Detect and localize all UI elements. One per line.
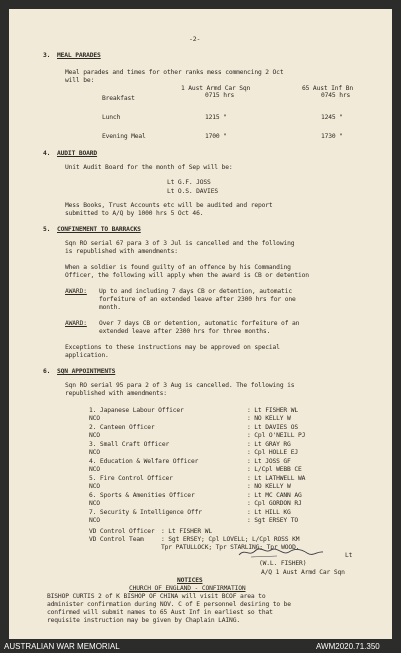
meal-evening-label: Evening Meal: [102, 133, 146, 140]
cb-para-line-1: Sqn RO serial 67 para 3 of 3 Jul is cancelled and the following: [65, 240, 295, 247]
appointment-role: 1. Japanese Labour Officer: [89, 407, 184, 414]
appointment-holder: : Lt FISHER WL: [247, 407, 298, 414]
audit-text-line-1: Mess Books, Trust Accounts etc will be audited and report: [65, 202, 273, 209]
appointment-holder: : Cpl HOLLE EJ: [247, 449, 298, 456]
appointment-holder: : Sgt ERSEY TO: [247, 517, 298, 524]
meal-breakfast-label: Breakfast: [102, 95, 135, 102]
cb-para-line-3: When a soldier is found guilty of an offence by his Commanding: [65, 264, 291, 271]
notice-line-3: confirmed will submit names to 65 Aust Inf in earliest so that: [47, 609, 273, 616]
meal-intro-line-1: Meal parades and times for other ranks mess commencing 2 Oct: [65, 69, 284, 76]
page-number: -2-: [189, 35, 201, 43]
section-3-heading: MEAL PARADES: [57, 52, 101, 59]
section-4-heading: AUDIT BOARD: [57, 150, 98, 157]
archive-reference: AWM2020.71.350: [316, 642, 380, 651]
appointment-role: NCO: [89, 432, 100, 439]
audit-text-line-2: submitted to A/Q by 1000 hrs 5 Oct 46.: [65, 210, 204, 217]
appointment-role: NCO: [89, 500, 100, 507]
award-2-line-2: extended leave after 2300 hrs for three months.: [99, 328, 271, 335]
appointment-holder: : Lt HILL KG: [247, 509, 291, 516]
appointment-role: NCO: [89, 483, 100, 490]
award-1-line-3: month.: [99, 304, 121, 311]
appointment-holder: : Lt DAVIES OS: [247, 424, 298, 431]
vd-team-value-line-2: Tpr PATULLOCK; Tpr STARLING; Tpr WOOD.: [161, 544, 300, 551]
award-1-line-2: forfeiture of an extended leave after 2300 hrs for one: [99, 296, 296, 303]
notices-subheading: CHURCH OF ENGLAND - CONFIRMATION: [129, 585, 246, 592]
meal-col1-header: 1 Aust Armd Car Sqn: [181, 85, 251, 92]
meal-lunch-bn: 1245 ": [321, 114, 343, 121]
meal-evening-bn: 1730 ": [321, 133, 343, 140]
signatory-rank: Lt: [345, 552, 353, 559]
section-6-heading: SQN APPOINTMENTS: [57, 368, 116, 375]
appointment-role: 6. Sports & Amenities Officer: [89, 492, 195, 499]
section-4-number: 4.: [43, 150, 51, 157]
award-1-line-1: Up to and including 7 days CB or detention, automatic: [99, 288, 292, 295]
handwritten-signature: [237, 546, 327, 558]
signatory-unit: A/Q 1 Aust Armd Car Sqn: [261, 569, 345, 576]
appointment-role: 3. Small Craft Officer: [89, 441, 170, 448]
notice-line-2: administer confirmation during NOV. C of E personnel desiring to be: [47, 601, 291, 608]
vd-team-value-line-1: : Sgt ERSEY; Cpl LOVELL; L/Cpl ROSS KM: [161, 536, 300, 543]
appointment-role: 2. Canteen Officer: [89, 424, 155, 431]
award-2-line-1: Over 7 days CB or detention, automatic forfeiture of an: [99, 320, 300, 327]
section-6-number: 6.: [43, 368, 51, 375]
appointment-holder: : Lt JOSS GF: [247, 458, 291, 465]
meal-lunch-sqn: 1215 ": [205, 114, 227, 121]
appointment-role: NCO: [89, 517, 100, 524]
signatory-name: (W.L. FISHER): [259, 560, 307, 567]
award-1-label: AWARD:: [65, 288, 87, 295]
appointment-holder: : Cpl O'NEILL PJ: [247, 432, 306, 439]
cb-para-line-2: is republished with amendments:: [65, 248, 178, 255]
appointment-holder: : NO KELLY W: [247, 483, 291, 490]
appointment-role: 5. Fire Control Officer: [89, 475, 173, 482]
appointment-holder: : Cpl GORDON RJ: [247, 500, 302, 507]
exceptions-line-1: Exceptions to these instructions may be approved on special: [65, 344, 280, 351]
award-2-label: AWARD:: [65, 320, 87, 327]
appointment-holder: : Lt GRAY RG: [247, 441, 291, 448]
appointment-role: NCO: [89, 415, 100, 422]
archive-footer: [0, 641, 401, 653]
meal-evening-sqn: 1700 ": [205, 133, 227, 140]
appointment-role: 4. Education & Welfare Officer: [89, 458, 199, 465]
audit-member-1: Lt G.F. JOSS: [167, 179, 211, 186]
notices-heading: NOTICES: [177, 577, 203, 584]
vd-officer-value: : Lt FISHER WL: [161, 528, 212, 535]
notice-line-4: requisite instruction may be given by Chaplain LAING.: [47, 617, 240, 624]
notice-line-1: BISHOP CURTIS 2 of K BISHOP OF CHINA will visit BCOF area to: [47, 593, 266, 600]
appt-para-line-1: Sqn RO serial 95 para 2 of 3 Aug is cancelled. The following is: [65, 382, 295, 389]
vd-officer-label: VD Control Officer: [89, 528, 155, 535]
document-page: [9, 9, 392, 639]
appointment-holder: : NO KELLY W: [247, 415, 291, 422]
meal-col2-header: 65 Aust Inf Bn: [302, 85, 353, 92]
section-3-number: 3.: [43, 52, 51, 59]
appt-para-line-2: republished with amendments:: [65, 390, 167, 397]
appointment-role: NCO: [89, 449, 100, 456]
audit-member-2: Lt O.S. DAVIES: [167, 188, 218, 195]
appointment-holder: : Lt MC CANN AG: [247, 492, 302, 499]
vd-team-label: VD Control Team: [89, 536, 144, 543]
archive-name: AUSTRALIAN WAR MEMORIAL: [4, 642, 120, 651]
section-5-number: 5.: [43, 226, 51, 233]
meal-breakfast-bn: 0745 hrs: [321, 92, 351, 99]
appointment-holder: : L/Cpl WEBB CE: [247, 466, 302, 473]
meal-intro-line-2: will be:: [65, 77, 95, 84]
appointment-holder: : Lt LATHWELL WA: [247, 475, 306, 482]
appointment-role: 7. Security & Intelligence Offr: [89, 509, 202, 516]
exceptions-line-2: application.: [65, 352, 109, 359]
audit-intro: Unit Audit Board for the month of Sep will be:: [65, 164, 233, 171]
appointment-role: NCO: [89, 466, 100, 473]
section-5-heading: CONFINEMENT TO BARRACKS: [57, 226, 141, 233]
cb-para-line-4: Officer, the following will apply when the award is CB or detention: [65, 272, 309, 279]
meal-lunch-label: Lunch: [102, 114, 121, 121]
meal-breakfast-sqn: 0715 hrs: [205, 92, 235, 99]
